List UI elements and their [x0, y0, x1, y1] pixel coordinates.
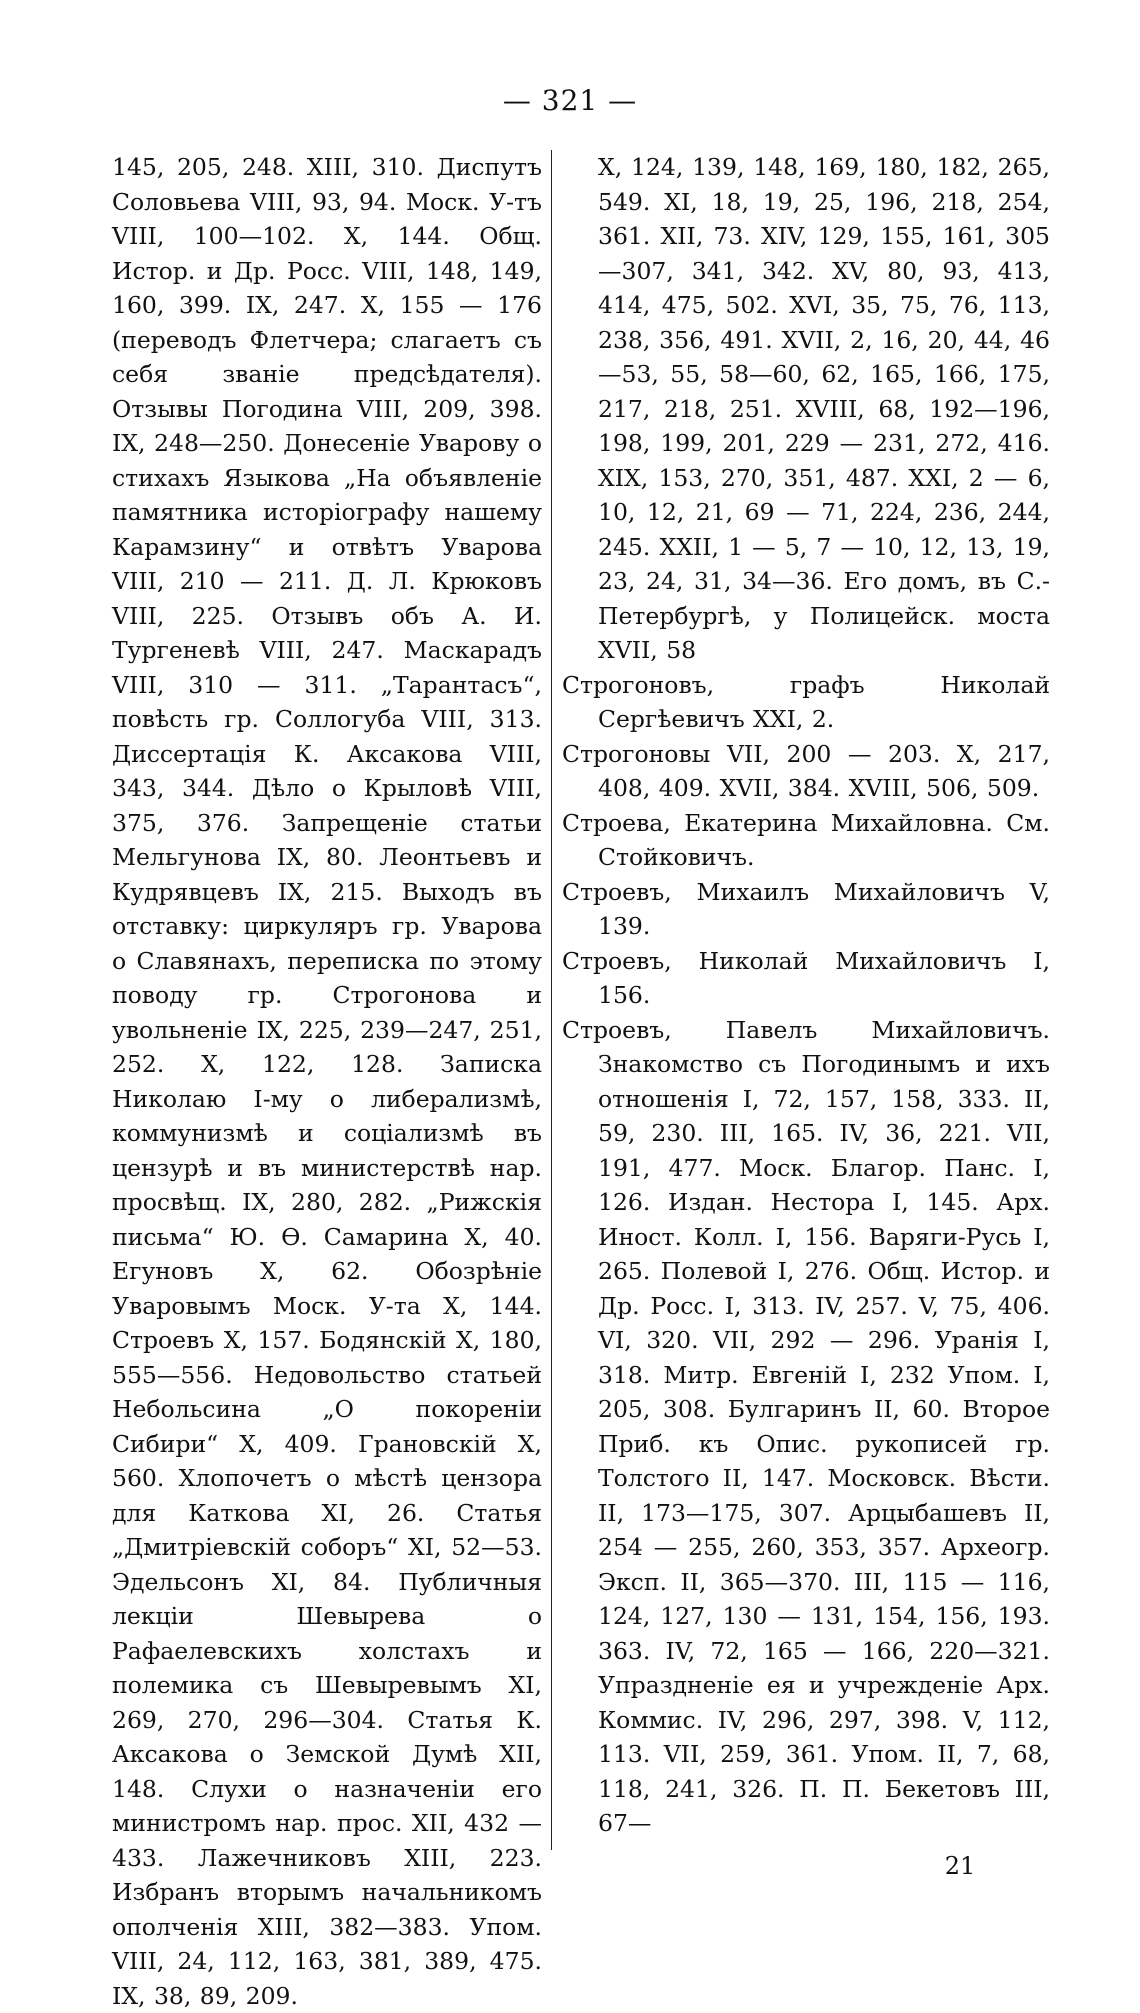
- index-entry: Строевъ, Павелъ Михайловичъ. Знакомство съ Погодинымъ и ихъ отношенія I, 72, 157, 158, 333. II, 59, 230. III, 165. IV, 36, 221. VII, 191, 477. Моск. Благор. Панс. I, 126. Издан. Нестора I, 145. Арх. Иност. Колл. I, 156. Варяги-Русь I, 265. Полевой I, 276. Общ. Истор. и Др. Росс. I, 313. IV, 257. V, 75, 406. VI, 320. VII, 292 — 296. Уранія I, 318. Митр. Евгеній I, 232 Упом. I, 205, 308. Булгаринъ II, 60. Второе Приб. къ Опис. рукописей гр. Толстого II, 147. Московск. Вѣсти. II, 173—175, 307. Арцыбашевъ II, 254 — 255, 260, 353, 357. Археогр. Эксп. II, 365—370. III, 115 — 116, 124, 127, 130 — 131, 154, 156, 193. 363. IV, 72, 165 — 166, 220—321. Упраздненіе ея и учрежденіе Арх. Коммис. IV, 296, 297, 398. V, 112, 113. VII, 259, 361. Упом. II, 7, 68, 118, 241, 326. П. П. Бекетовъ III, 67—: [562, 1015, 1050, 1837]
- left-column: [112, 150, 542, 2013]
- right-column: [562, 150, 1050, 1841]
- column-divider: [551, 150, 552, 1850]
- index-entry: Строева, Екатерина Михайловна. См. Стойковичъ.: [562, 808, 1050, 871]
- index-entry: Строевъ, Михаилъ Михайловичъ V, 139.: [562, 877, 1050, 940]
- index-entry: Строевъ, Николай Михайловичъ I, 156.: [562, 946, 1050, 1009]
- index-entry: Строгоновы VII, 200 — 203. X, 217, 408, 409. XVII, 384. XVIII, 506, 509.: [562, 739, 1050, 802]
- signature-mark: 21: [944, 1852, 976, 1880]
- index-entry: Строгоновъ, графъ Николай Сергѣевичъ XXI, 2.: [562, 670, 1050, 733]
- left-column-text: 145, 205, 248. XIII, 310. Диспутъ Соловьева VIII, 93, 94. Моск. У-тъ VIII, 100—102. X, 144. Общ. Истор. и Др. Росс. VIII, 148, 149, 160, 399. IX, 247. X, 155 — 176 (переводъ Флетчера; слагаетъ съ себя званіе предсѣдателя). Отзывы Погодина VIII, 209, 398. IX, 248—250. Донесеніе Уварову о стихахъ Языкова „На объявленіе памятника исторіографу нашему Карамзину“ и отвѣтъ Уварова VIII, 210 — 211. Д. Л. Крюковъ VIII, 225. Отзывъ объ А. И. Тургеневѣ VIII, 247. Маскарадъ VIII, 310 — 311. „Тарантасъ“, повѣсть гр. Соллогуба VIII, 313. Диссертація К. Аксакова VIII, 343, 344. Дѣло о Крыловѣ VIII, 375, 376. Запрещеніе статьи Мельгунова IX, 80. Леонтьевъ и Кудрявцевъ IX, 215. Выходъ въ отставку: циркуляръ гр. Уварова о Славянахъ, переписка по этому поводу гр. Строгонова и увольненіе IX, 225, 239—247, 251, 252. X, 122, 128. Записка Николаю I-му о либерализмѣ, коммунизмѣ и соціализмѣ въ цензурѣ и въ министерствѣ нар. просвѣщ. IX, 280, 282. „Рижскія письма“ Ю. Ѳ. Самарина X, 40. Егуновъ X, 62. Обозрѣніе Уваровымъ Моск. У-та X, 144. Строевъ X, 157. Бодянскій X, 180, 555—556. Недовольство статьей Небольсина „О покореніи Сибири“ X, 409. Грановскій X, 560. Хлопочетъ о мѣстѣ цензора для Каткова XI, 26. Статья „Дмитріевскій соборъ“ XI, 52—53. Эдельсонъ XI, 84. Публичныя лекціи Шевырева о Рафаелевскихъ холстахъ и полемика съ Шевыревымъ XI, 269, 270, 296—304. Статья К. Аксакова о Земской Думѣ XII, 148. Слухи о назначеніи его министромъ нар. прос. XII, 432 — 433. Лажечниковъ XIII, 223. Избранъ вторымъ начальникомъ ополченія XIII, 382—383. Упом. VIII, 24, 112, 163, 381, 389, 475. IX, 38, 89, 209.: [112, 153, 542, 2010]
- index-entry-continuation: X, 124, 139, 148, 169, 180, 182, 265, 549. XI, 18, 19, 25, 196, 218, 254, 361. XII, 73. XIV, 129, 155, 161, 305—307, 341, 342. XV, 80, 93, 413, 414, 475, 502. XVI, 35, 75, 76, 113, 238, 356, 491. XVII, 2, 16, 20, 44, 46—53, 55, 58—60, 62, 165, 166, 175, 217, 218, 251. XVIII, 68, 192—196, 198, 199, 201, 229 — 231, 272, 416. XIX, 153, 270, 351, 487. XXI, 2 — 6, 10, 12, 21, 69 — 71, 224, 236, 244, 245. XXII, 1 — 5, 7 — 10, 12, 13, 19, 23, 24, 31, 34—36. Его домъ, въ С.-Петербургѣ, у Полицейск. моста XVII, 58: [598, 153, 1050, 664]
- page-number: — 321 —: [502, 84, 638, 117]
